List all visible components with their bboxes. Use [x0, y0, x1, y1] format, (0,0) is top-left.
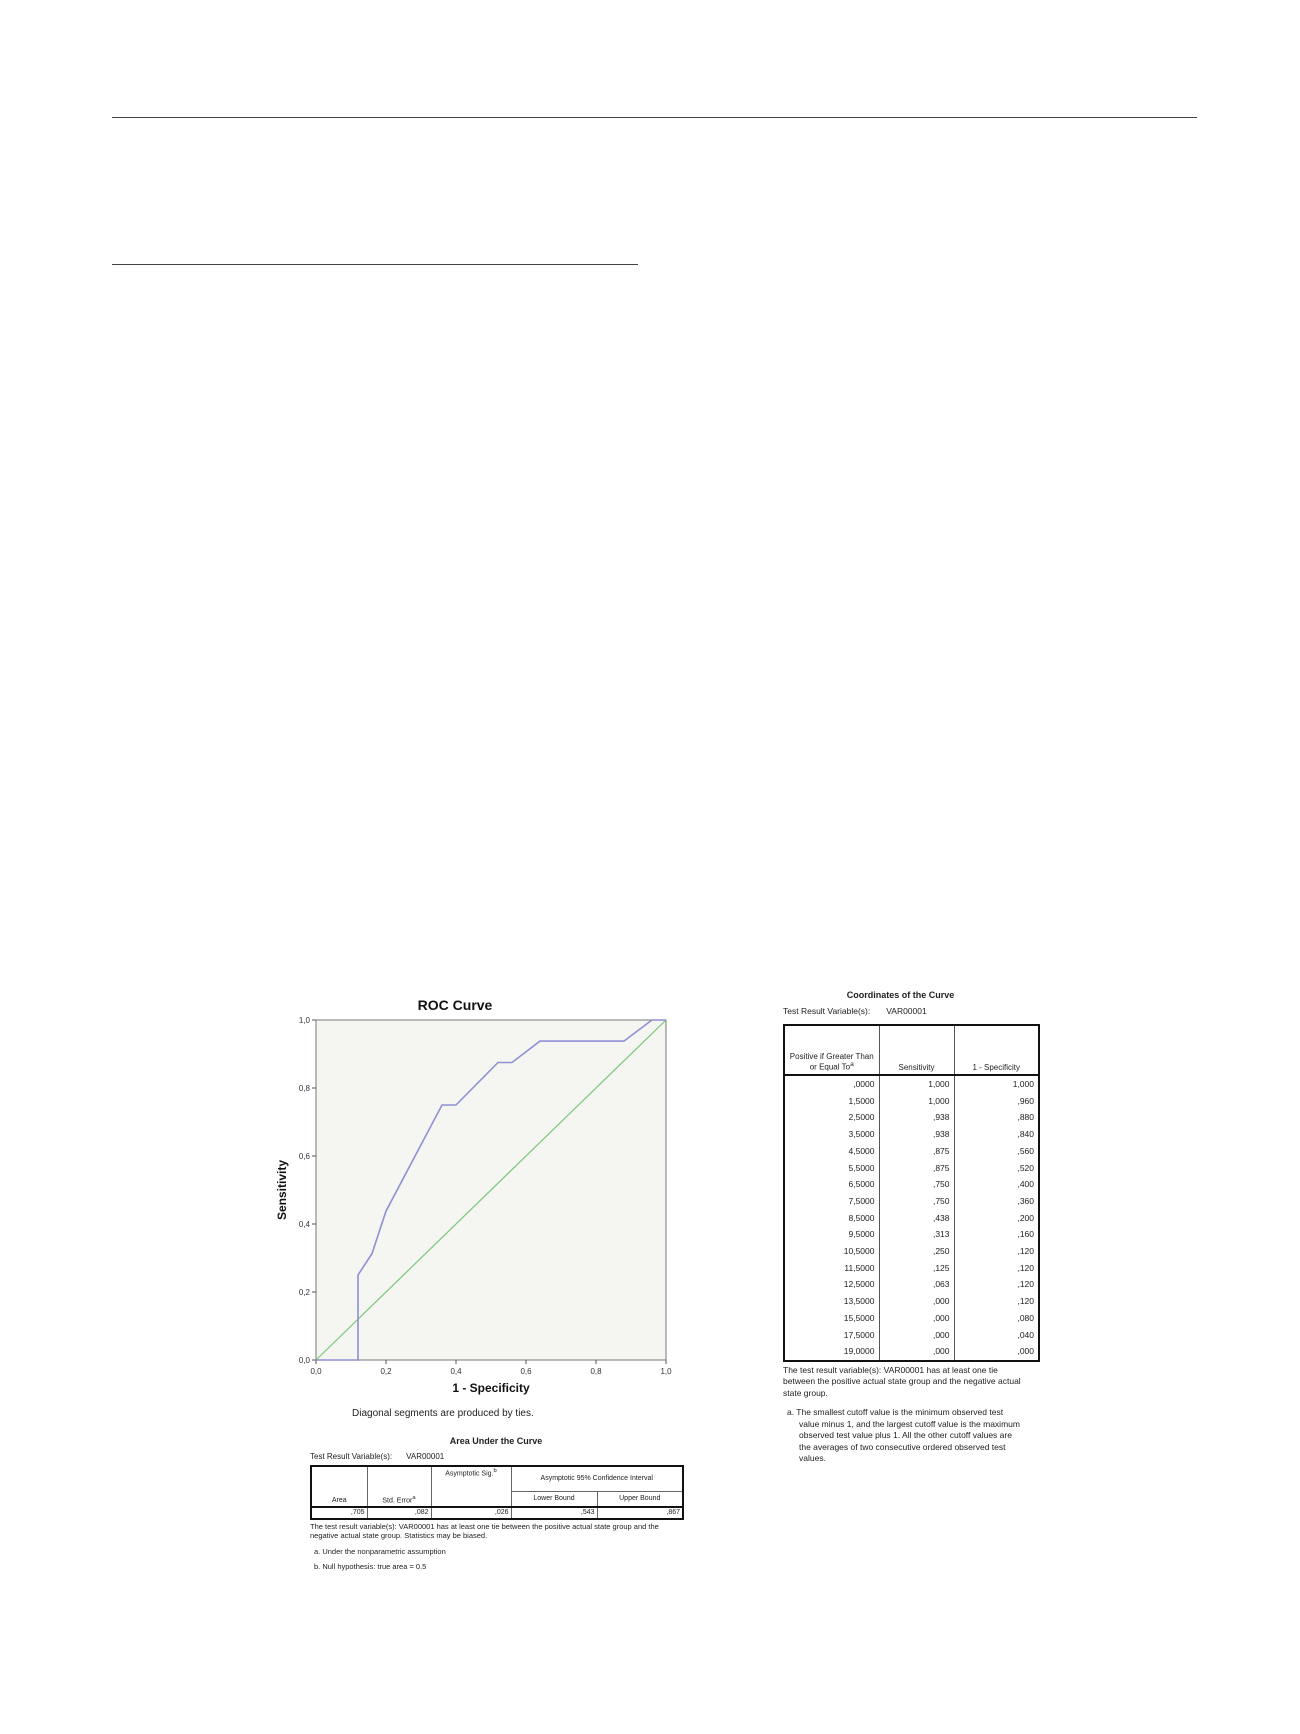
- coord-cell-specificity: ,880: [954, 1109, 1039, 1126]
- coord-trv-value: VAR00001: [886, 1006, 927, 1016]
- coord-cell-cutoff: 1,5000: [784, 1093, 879, 1110]
- auc-header-upper: Upper Bound: [597, 1492, 683, 1508]
- coord-cell-sensitivity: 1,000: [879, 1093, 954, 1110]
- coord-cell-cutoff: 9,5000: [784, 1226, 879, 1243]
- coord-table-row: [784, 1143, 1039, 1160]
- coord-test-result-variable: [783, 1006, 1038, 1016]
- coord-cell-specificity: ,120: [954, 1260, 1039, 1277]
- coord-cell-specificity: ,000: [954, 1343, 1039, 1361]
- coord-cell-specificity: ,840: [954, 1126, 1039, 1143]
- y-tick-label: 0,2: [298, 1288, 310, 1297]
- coord-cell-cutoff: 4,5000: [784, 1143, 879, 1160]
- coord-cell-specificity: ,120: [954, 1276, 1039, 1293]
- coord-cell-specificity: ,520: [954, 1160, 1039, 1177]
- auc-std-error-value: ,082: [367, 1507, 431, 1519]
- auc-trv-label: Test Result Variable(s):: [310, 1452, 393, 1461]
- coord-cell-specificity: ,360: [954, 1193, 1039, 1210]
- coord-cell-cutoff: 15,5000: [784, 1310, 879, 1327]
- coord-cell-cutoff: 12,5000: [784, 1276, 879, 1293]
- coord-tie-note: The test result variable(s): VAR00001 has at least one tie between the positive actual state group and the negative actual state group.: [783, 1364, 1021, 1398]
- auc-sig-value: ,026: [431, 1507, 511, 1519]
- coord-table-row: [784, 1226, 1039, 1243]
- y-axis-title: Sensitivity: [275, 1159, 289, 1221]
- coordinates-section: [783, 990, 1038, 1465]
- coord-cell-sensitivity: ,875: [879, 1143, 954, 1160]
- coord-table-row: [784, 1343, 1039, 1361]
- coord-cell-sensitivity: ,063: [879, 1276, 954, 1293]
- coord-table-row: [784, 1276, 1039, 1293]
- y-tick-label: 0,6: [298, 1152, 310, 1161]
- coord-cell-cutoff: 7,5000: [784, 1193, 879, 1210]
- y-tick-label: 0,8: [298, 1084, 310, 1093]
- coord-cell-sensitivity: ,750: [879, 1193, 954, 1210]
- coord-cell-cutoff: 3,5000: [784, 1126, 879, 1143]
- coord-cell-cutoff: 6,5000: [784, 1176, 879, 1193]
- coord-cell-cutoff: 2,5000: [784, 1109, 879, 1126]
- coord-cell-cutoff: 8,5000: [784, 1210, 879, 1227]
- coord-table-row: [784, 1093, 1039, 1110]
- auc-header-sig: Asymptotic Sig.$^b$: [431, 1466, 511, 1507]
- auc-trv-value: VAR00001: [406, 1452, 445, 1461]
- coord-cell-sensitivity: ,000: [879, 1343, 954, 1361]
- y-tick-label: 0,0: [298, 1356, 310, 1365]
- coordinates-title: Coordinates of the Curve: [846, 990, 955, 1000]
- coord-cell-sensitivity: ,313: [879, 1226, 954, 1243]
- roc-chart: [260, 990, 690, 1400]
- coord-table-row: [784, 1293, 1039, 1310]
- coord-cell-cutoff: 13,5000: [784, 1293, 879, 1310]
- coord-cell-sensitivity: ,125: [879, 1260, 954, 1277]
- coord-cell-sensitivity: ,000: [879, 1293, 954, 1310]
- top-rule: [112, 117, 1197, 118]
- y-tick-label: 0,4: [298, 1220, 310, 1229]
- coord-cell-cutoff: 10,5000: [784, 1243, 879, 1260]
- coord-table-row: [784, 1210, 1039, 1227]
- coord-table-row: [784, 1109, 1039, 1126]
- coord-cell-specificity: ,080: [954, 1310, 1039, 1327]
- auc-data-row: [311, 1507, 683, 1519]
- section-rule: [112, 264, 638, 265]
- coord-header-specificity: 1 - Specificity: [954, 1025, 1039, 1075]
- coord-table-row: [784, 1160, 1039, 1177]
- x-tick-label: 0,8: [590, 1367, 602, 1376]
- x-tick-label: 0,0: [310, 1367, 322, 1376]
- coord-footnote-a: a. The smallest cutoff value is the minimum observed test value minus 1, and the largest cutoff value is the maximum observed test value plus 1. All the other cutoff values are the averages of two consecutive ordered observed test values.: [787, 1407, 1020, 1464]
- coord-cell-specificity: ,560: [954, 1143, 1039, 1160]
- coord-cell-sensitivity: ,750: [879, 1176, 954, 1193]
- coordinates-table-body: [784, 1075, 1039, 1361]
- auc-header-std-error: Std. Error$^a$: [367, 1466, 431, 1507]
- x-axis-title: 1 - Specificity: [452, 1381, 530, 1395]
- coord-cell-cutoff: 17,5000: [784, 1327, 879, 1344]
- coord-cell-sensitivity: 1,000: [879, 1075, 954, 1093]
- coord-cell-specificity: ,400: [954, 1176, 1039, 1193]
- coord-header-sensitivity: Sensitivity: [879, 1025, 954, 1075]
- x-tick-label: 0,4: [450, 1367, 462, 1376]
- auc-header-lower: Lower Bound: [511, 1492, 597, 1508]
- auc-table: [310, 1465, 684, 1520]
- coord-table-row: [784, 1075, 1039, 1093]
- y-axis: [299, 1016, 316, 1365]
- auc-title: Area Under the Curve: [449, 1436, 543, 1446]
- auc-header-area: Area: [311, 1466, 367, 1507]
- coord-cell-specificity: ,120: [954, 1243, 1039, 1260]
- diagonal-note: Diagonal segments are produced by ties.: [352, 1408, 534, 1419]
- coord-cell-sensitivity: ,938: [879, 1109, 954, 1126]
- coord-cell-sensitivity: ,000: [879, 1310, 954, 1327]
- coord-cell-specificity: ,960: [954, 1093, 1039, 1110]
- coordinates-table: [783, 1024, 1040, 1362]
- coord-table-row: [784, 1193, 1039, 1210]
- coord-cell-specificity: 1,000: [954, 1075, 1039, 1093]
- coord-trv-label: Test Result Variable(s):: [783, 1006, 871, 1016]
- chart-title: ROC Curve: [417, 997, 493, 1013]
- auc-lower-value: ,543: [511, 1507, 597, 1519]
- x-tick-label: 0,6: [520, 1367, 532, 1376]
- coord-cell-sensitivity: ,250: [879, 1243, 954, 1260]
- coord-cell-specificity: ,120: [954, 1293, 1039, 1310]
- coord-table-row: [784, 1327, 1039, 1344]
- coord-cell-sensitivity: ,000: [879, 1327, 954, 1344]
- auc-test-result-variable: [310, 1452, 682, 1461]
- coord-cell-cutoff: 11,5000: [784, 1260, 879, 1277]
- coord-cell-cutoff: 19,0000: [784, 1343, 879, 1361]
- auc-footnote-a: a. Under the nonparametric assumption: [314, 1547, 446, 1557]
- coord-table-row: [784, 1176, 1039, 1193]
- auc-footnote-b: b. Null hypothesis: true area = 0.5: [314, 1562, 427, 1572]
- auc-tie-note: The test result variable(s): VAR00001 has at least one tie between the positive actual state group and the negative actual state group. Statistics may be biased.: [310, 1521, 659, 1541]
- coord-cell-cutoff: 5,5000: [784, 1160, 879, 1177]
- coord-cell-specificity: ,040: [954, 1327, 1039, 1344]
- auc-area-value: ,705: [311, 1507, 367, 1519]
- coord-table-row: [784, 1310, 1039, 1327]
- y-tick-label: 1,0: [298, 1016, 310, 1025]
- coord-cell-sensitivity: ,875: [879, 1160, 954, 1177]
- auc-upper-value: ,867: [597, 1507, 683, 1519]
- coord-cell-cutoff: ,0000: [784, 1075, 879, 1093]
- coord-table-row: [784, 1126, 1039, 1143]
- x-tick-label: 0,2: [380, 1367, 392, 1376]
- coord-table-row: [784, 1260, 1039, 1277]
- coord-cell-specificity: ,200: [954, 1210, 1039, 1227]
- coord-table-row: [784, 1243, 1039, 1260]
- auc-section: [310, 1436, 682, 1571]
- x-tick-label: 1,0: [660, 1367, 672, 1376]
- x-axis: [310, 1360, 672, 1376]
- coord-cell-specificity: ,160: [954, 1226, 1039, 1243]
- coord-cell-sensitivity: ,938: [879, 1126, 954, 1143]
- auc-header-ci: Asymptotic 95% Confidence Interval: [511, 1466, 683, 1492]
- coord-header-positive: Positive if Greater Than or Equal To$^a$: [784, 1025, 879, 1075]
- coord-cell-sensitivity: ,438: [879, 1210, 954, 1227]
